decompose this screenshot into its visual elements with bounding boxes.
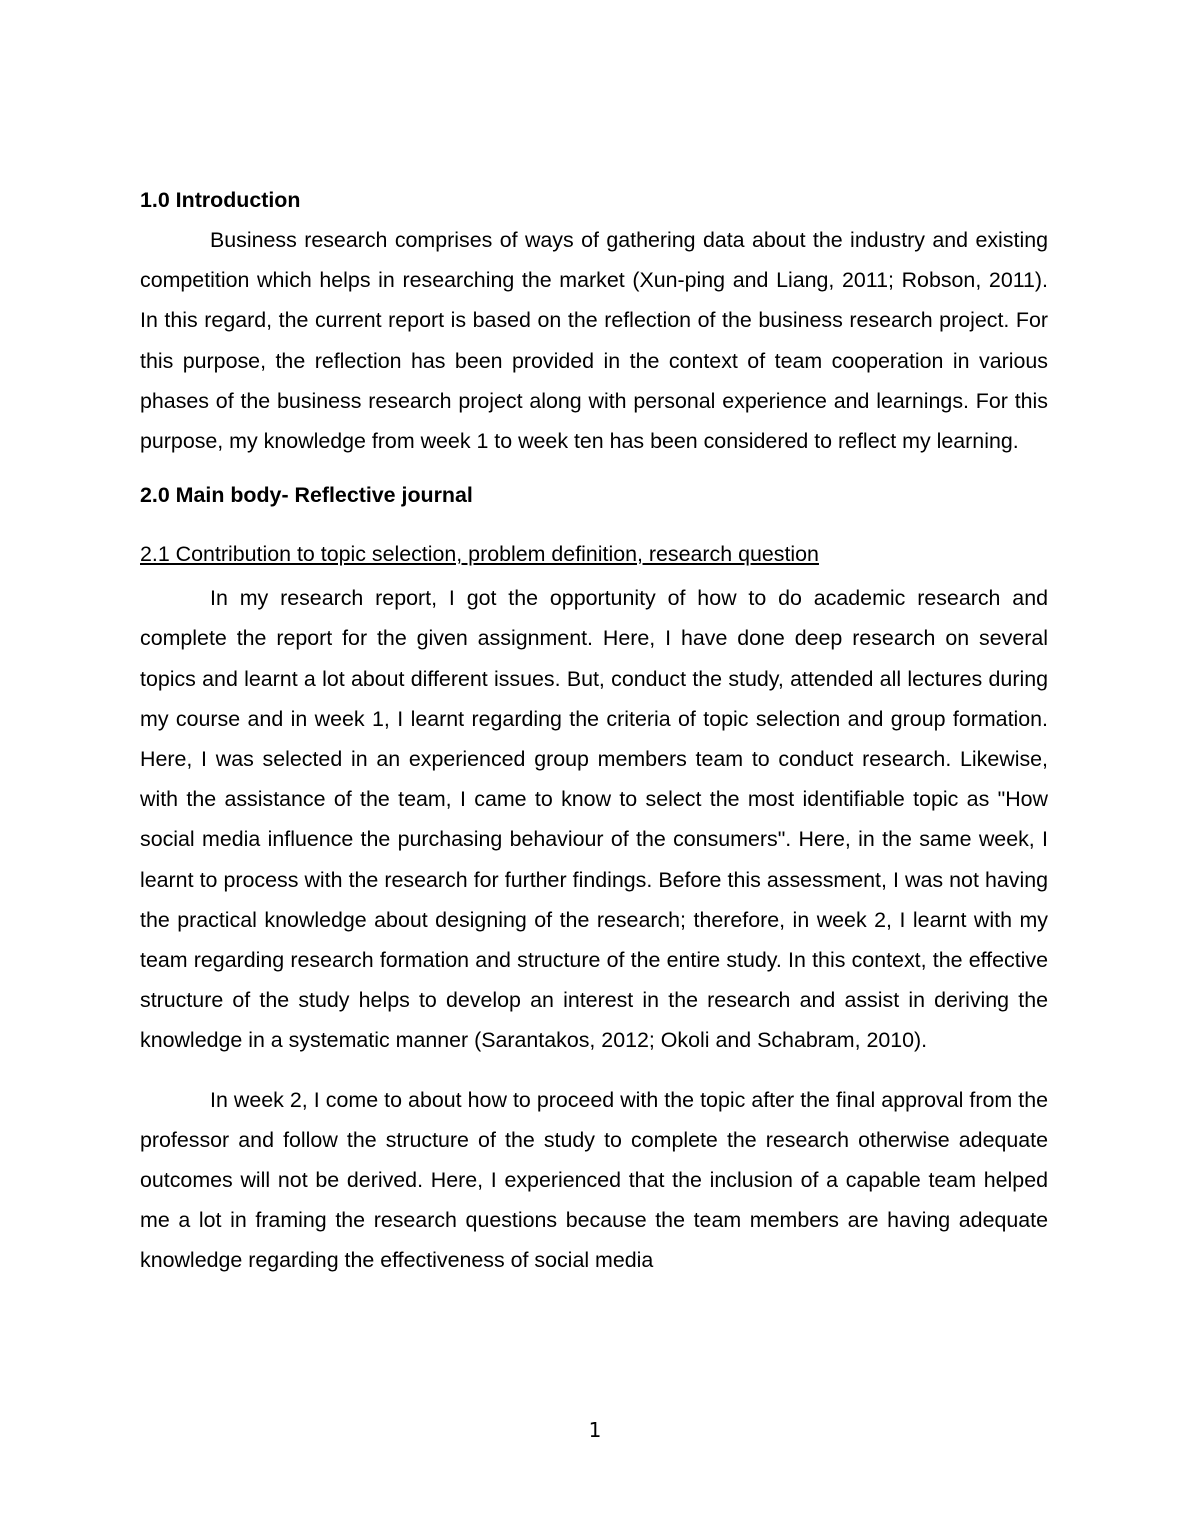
page-number: 1: [588, 1418, 602, 1442]
contribution-paragraph-2: In week 2, I come to about how to proceed with the topic after the final approval from the professor and follow the structure of the study to complete the research otherwise adequate outcomes will not be derived. Here, I experienced that the inclusion of a capable team helped me a lot in framing the research questions because the team members are having adequate knowledge regarding the effectiveness of social media: [140, 1087, 1048, 1273]
section-heading-main-body: 2.0 Main body- Reflective journal: [140, 483, 473, 508]
page-content: [140, 184, 1048, 1281]
introduction-paragraph: Business research comprises of ways of gathering data about the industry and existing competition which helps in researching the market (Xun-ping and Liang, 2011; Robson, 2011). In this regard, the current report is based on the reflection of the business research project. For this purpose, the reflection has been provided in the context of team cooperation in various phases of the business research project along with personal experience and learnings. For this purpose, my knowledge from week 1 to week ten has been considered to reflect my learning.: [140, 228, 1048, 454]
subsection-heading-contribution: 2.1 Contribution to topic selection, problem definition, research question: [140, 542, 819, 567]
section-heading-introduction: 1.0 Introduction: [140, 188, 301, 212]
contribution-paragraph-1: In my research report, I got the opportunity of how to do academic research and complete the report for the given assignment. Here, I have done deep research on several topics and learnt a lot about different issues. But, conduct the study, attended all lectures during my course and in week 1, I learnt regarding the criteria of topic selection and group formation. Here, I was selected in an experienced group members team to conduct research. Likewise, with the assistance of the team, I came to know to select the most identifiable topic as "How social media influence the purchasing behaviour of the consumers". Here, in the same week, I learnt to process with the research for further findings. Before this assessment, I was not having the practical knowledge about designing of the research; therefore, in week 2, I learnt with my team regarding research formation and structure of the entire study. In this context, the effective structure of the study helps to develop an interest in the research and assist in deriving the knowledge in a systematic manner (Sarantakos, 2012; Okoli and Schabram, 2010).: [140, 586, 1048, 1053]
